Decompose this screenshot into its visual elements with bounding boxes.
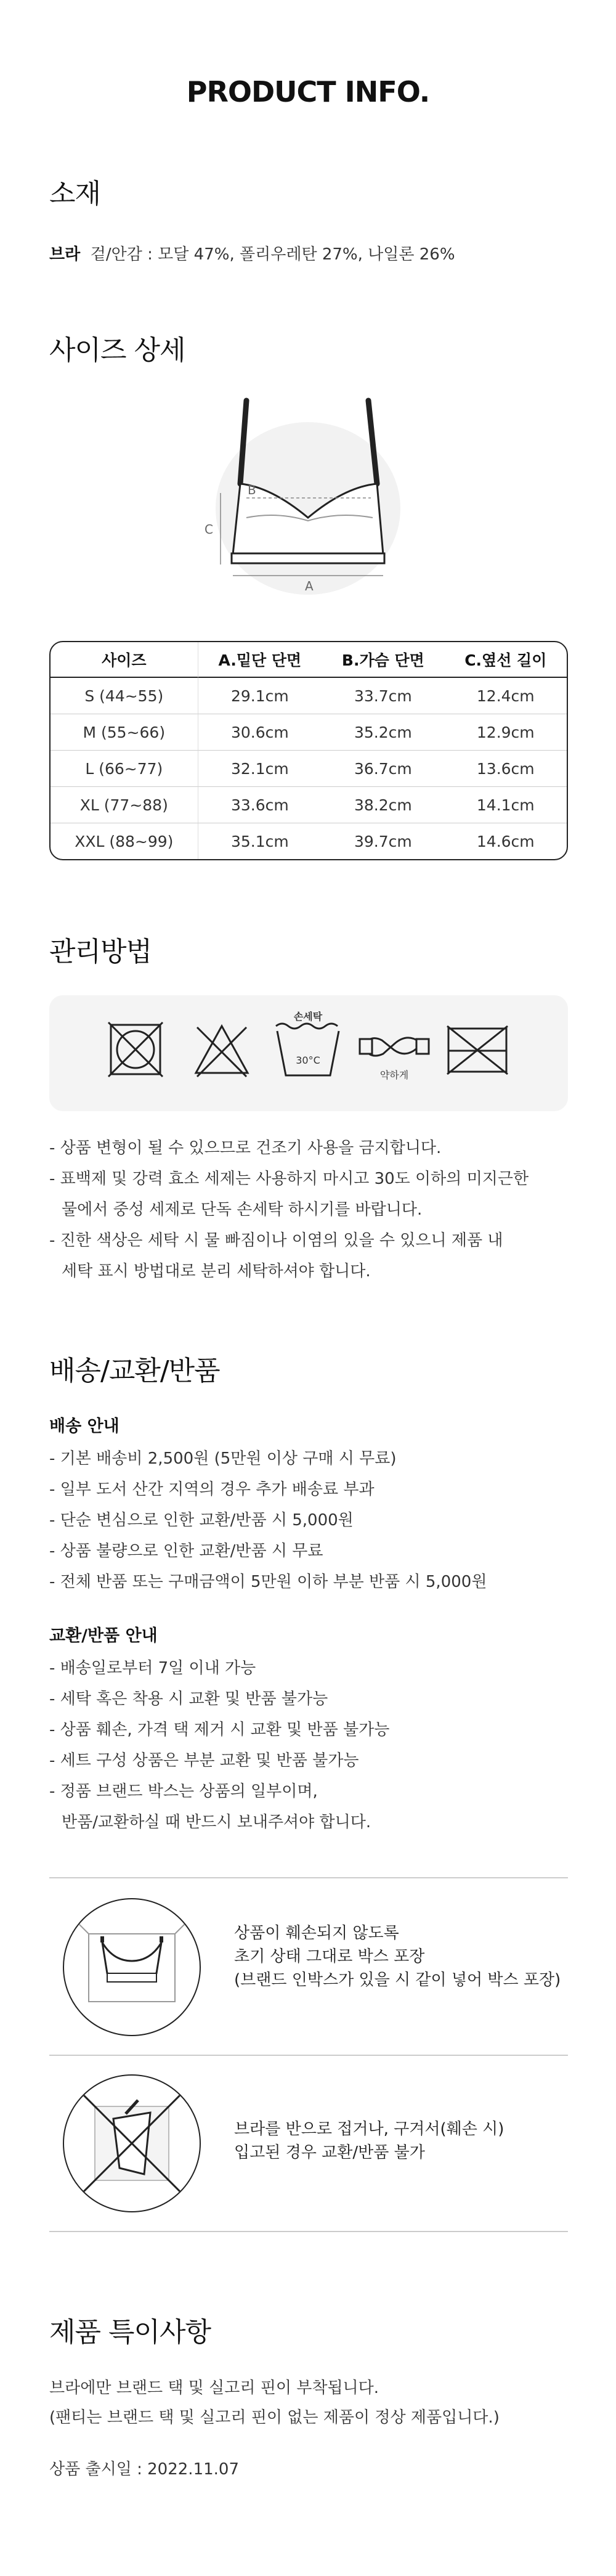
no-iron-icon: [444, 1020, 511, 1079]
size-cell: 12.4cm: [445, 678, 567, 714]
size-col-header: 사이즈: [51, 642, 198, 678]
size-cell: 33.6cm: [198, 787, 322, 823]
size-cell: 35.2cm: [322, 714, 444, 751]
delivery-item: - 단순 변심으로 인한 교환/반품 시 5,000원: [49, 1511, 354, 1530]
size-col-header: C.옆선 길이: [445, 642, 567, 678]
bra-box-icon: [64, 1899, 200, 2035]
special-heading: 제품 특이사항: [49, 2317, 211, 2348]
table-row: [51, 823, 567, 859]
packaging-note-line: 브라를 반으로 접거나, 구겨서(훼손 시): [234, 2120, 505, 2138]
diagram-label-b: B: [248, 483, 256, 497]
material-text: 겉/안감 : 모달 47%, 폴리우레탄 27%, 나일론 26%: [90, 245, 455, 264]
folded-bra-image: [63, 2074, 201, 2212]
divider: [49, 2231, 568, 2232]
packaging-note-1: [234, 1922, 561, 1992]
diagram-label-a: A: [305, 579, 314, 593]
size-cell: 29.1cm: [198, 678, 322, 714]
delivery-item: - 일부 도서 산간 지역의 경우 추가 배송료 부과: [49, 1480, 375, 1499]
special-line: (팬티는 브랜드 택 및 실고리 핀이 없는 제품이 정상 제품입니다.): [49, 2408, 500, 2427]
divider: [49, 1877, 568, 1878]
size-cell: XXL (88~99): [51, 823, 198, 859]
care-note: - 상품 변형이 될 수 있으므로 건조기 사용을 금지합니다.: [49, 1139, 442, 1157]
size-cell: M (55~66): [51, 714, 198, 751]
return-item: 반품/교환하실 때 반드시 보내주셔야 합니다.: [62, 1813, 371, 1832]
divider: [49, 2055, 568, 2056]
page-title: PRODUCT INFO.: [186, 75, 430, 108]
table-row: [51, 787, 567, 823]
table-row: [51, 714, 567, 751]
size-cell: 38.2cm: [322, 787, 444, 823]
size-cell: 32.1cm: [198, 751, 322, 787]
size-col-header: B.가슴 단면: [322, 642, 444, 678]
size-cell: L (66~77): [51, 751, 198, 787]
delivery-item: - 전체 반품 또는 구매금액이 5만원 이하 부분 반품 시 5,000원: [49, 1573, 487, 1591]
size-col-header: A.밑단 단면: [198, 642, 322, 678]
size-cell: 33.7cm: [322, 678, 444, 714]
no-bleach-icon: [191, 1020, 253, 1079]
packaging-note-line: (브랜드 인박스가 있을 시 같이 넣어 박스 포장): [234, 1971, 561, 1989]
size-table: [49, 641, 568, 860]
return-item: - 배송일로부터 7일 이내 가능: [49, 1659, 256, 1677]
delivery-item: - 상품 불량으로 인한 교환/반품 시 무료: [49, 1542, 323, 1560]
packaging-note-line: 상품이 훼손되지 않도록: [234, 1924, 399, 1942]
material-label: 브라: [49, 245, 81, 264]
gentle-wring-icon: [357, 1028, 431, 1065]
table-row: [51, 678, 567, 714]
size-cell: 39.7cm: [354, 832, 412, 850]
size-cell: 12.9cm: [445, 714, 567, 751]
care-heading: 관리방법: [49, 936, 152, 968]
size-cell: S (44~55): [51, 678, 198, 714]
size-cell: 14.6cm: [476, 832, 535, 850]
table-row: [51, 751, 567, 787]
hand-wash-icon: [271, 1014, 345, 1082]
special-line: 브라에만 브랜드 택 및 실고리 핀이 부착됩니다.: [49, 2379, 379, 2397]
return-title: 교환/반품 안내: [49, 1626, 158, 1645]
care-note: - 진한 색상은 세탁 시 물 빠짐이나 이염의 있을 수 있으니 제품 내: [49, 1231, 503, 1250]
no-tumble-dry-icon: [106, 1020, 165, 1079]
delivery-item: - 기본 배송비 2,500원 (5만원 이상 구매 시 무료): [49, 1449, 397, 1468]
size-cell: 36.7cm: [322, 751, 444, 787]
diagram-label-c: C: [205, 522, 213, 537]
packaging-note-2: [234, 2117, 504, 2164]
size-table-header-row: [51, 642, 567, 678]
return-item: - 세탁 혹은 착용 시 교환 및 반품 불가능: [49, 1690, 328, 1708]
size-heading: 사이즈 상세: [49, 335, 185, 366]
bra-size-diagram: [203, 394, 413, 598]
size-cell: 30.6cm: [198, 714, 322, 751]
hand-wash-label: 손세탁: [293, 1011, 323, 1022]
folded-bra-crossed-icon: [64, 2076, 200, 2211]
size-cell: 35.1cm: [230, 832, 289, 850]
size-cell: XL (77~88): [51, 787, 198, 823]
size-cell: 14.1cm: [445, 787, 567, 823]
material-line: [49, 239, 455, 270]
hand-wash-symbol: [271, 1011, 345, 1082]
hand-wash-temp: 30°C: [296, 1054, 320, 1066]
shipping-heading: 배송/교환/반품: [49, 1355, 220, 1387]
packaging-note-line: 초기 상태 그대로 박스 포장: [234, 1947, 425, 1966]
care-note: 물에서 중성 세제로 단독 손세탁 하시기를 바랍니다.: [62, 1200, 423, 1219]
gentle-wring-label: 약하게: [379, 1069, 409, 1081]
packaging-image: [63, 1898, 201, 2036]
delivery-title: 배송 안내: [49, 1417, 120, 1436]
material-heading: 소재: [49, 178, 101, 210]
care-note: 세탁 표시 방법대로 분리 세탁하셔야 합니다.: [62, 1262, 371, 1281]
return-item: - 상품 훼손, 가격 택 제거 시 교환 및 반품 불가능: [49, 1721, 390, 1739]
return-item: - 세트 구성 상품은 부분 교환 및 반품 불가능: [49, 1751, 359, 1770]
packaging-note-line: 입고된 경우 교환/반품 불가: [234, 2143, 425, 2162]
return-item: - 정품 브랜드 박스는 상품의 일부이며,: [49, 1782, 318, 1801]
size-cell: 13.6cm: [445, 751, 567, 787]
release-date: 상품 출시일 : 2022.11.07: [49, 2460, 239, 2479]
care-note: - 표백제 및 강력 효소 세제는 사용하지 마시고 30도 이하의 미지근한: [49, 1170, 529, 1188]
